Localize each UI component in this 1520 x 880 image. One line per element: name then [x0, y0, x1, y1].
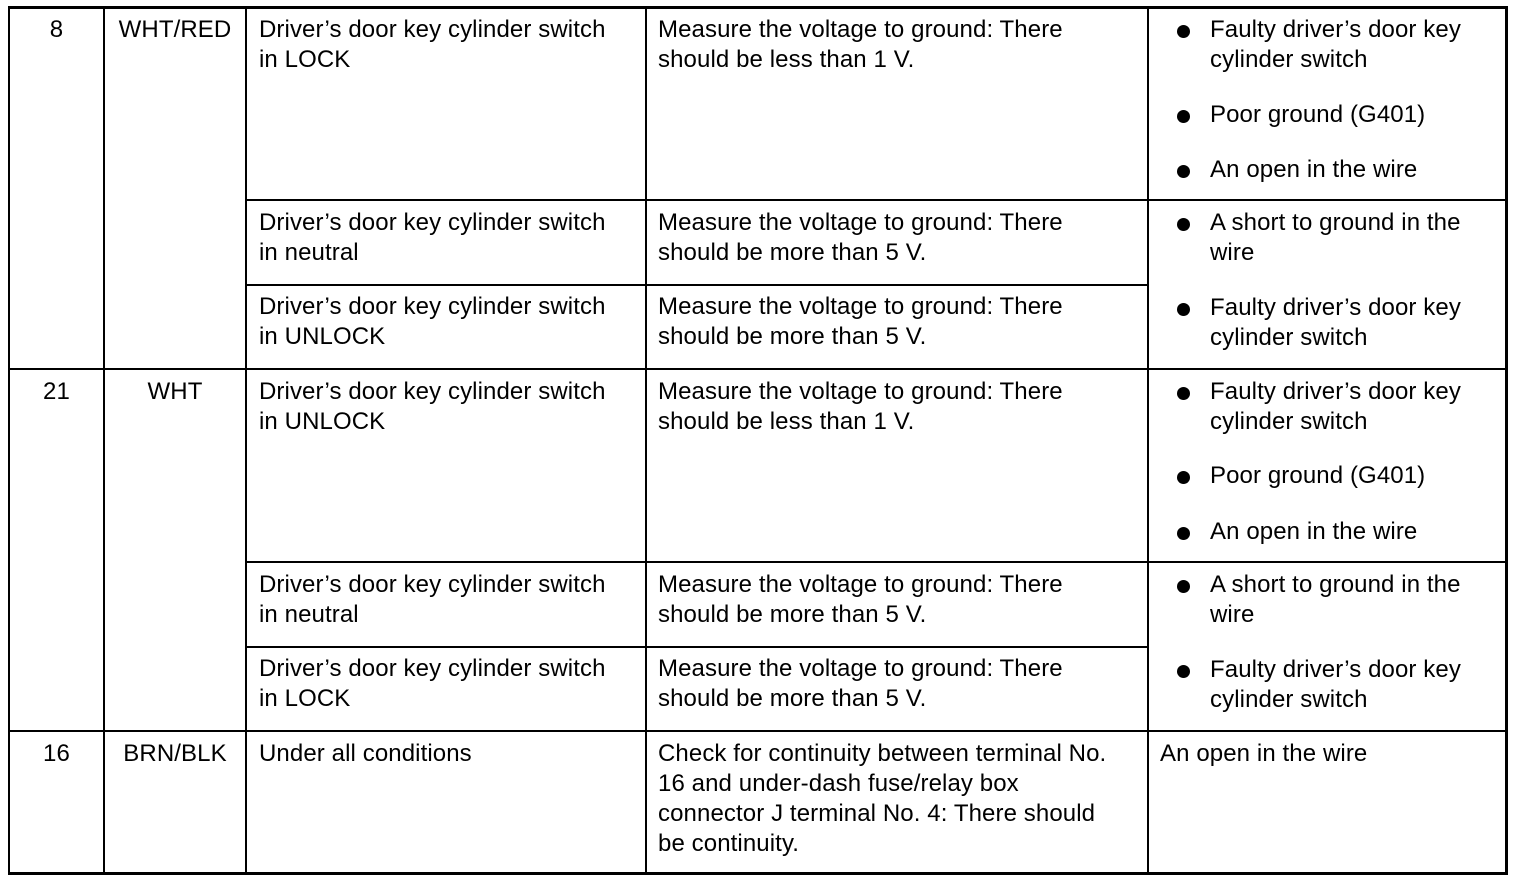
- cause-line: cylinder switch: [1210, 686, 1368, 713]
- bullet-icon: [1177, 25, 1190, 38]
- test-line: Measure the voltage to ground: There: [658, 293, 1063, 320]
- sub-row-divider: [245, 284, 1147, 286]
- wire-color: WHT/RED: [118, 16, 232, 43]
- condition-line: in LOCK: [259, 685, 351, 712]
- condition-line: in UNLOCK: [259, 408, 386, 435]
- cause-line: An open in the wire: [1210, 518, 1418, 545]
- bullet-icon: [1177, 580, 1190, 593]
- test-line: Measure the voltage to ground: There: [658, 16, 1063, 43]
- condition-line: Under all conditions: [259, 740, 472, 767]
- terminal-number: 21: [43, 378, 70, 405]
- bullet-icon: [1177, 110, 1190, 123]
- cause-line: Faulty driver’s door key: [1210, 378, 1461, 405]
- wire-color: WHT: [147, 378, 203, 405]
- bullet-icon: [1177, 527, 1190, 540]
- condition-line: Driver’s door key cylinder switch: [259, 293, 606, 320]
- condition-line: in neutral: [259, 601, 359, 628]
- cause-line: cylinder switch: [1210, 46, 1368, 73]
- row-divider: [10, 368, 1505, 370]
- cause-line: wire: [1210, 239, 1255, 266]
- bullet-icon: [1177, 303, 1190, 316]
- terminal-number: 16: [43, 740, 70, 767]
- cause-line: An open in the wire: [1210, 156, 1418, 183]
- condition-line: in neutral: [259, 239, 359, 266]
- sub-row-divider: [245, 199, 1505, 201]
- condition-line: Driver’s door key cylinder switch: [259, 378, 606, 405]
- cause-line: wire: [1210, 601, 1255, 628]
- bullet-icon: [1177, 165, 1190, 178]
- condition-line: Driver’s door key cylinder switch: [259, 16, 606, 43]
- column-divider: [1147, 9, 1149, 875]
- wire-color: BRN/BLK: [123, 740, 227, 767]
- test-line: Measure the voltage to ground: There: [658, 378, 1063, 405]
- cause-line: Poor ground (G401): [1210, 101, 1426, 128]
- test-line: should be less than 1 V.: [658, 408, 915, 435]
- test-line: 16 and under-dash fuse/relay box: [658, 770, 1019, 797]
- test-line: Measure the voltage to ground: There: [658, 209, 1063, 236]
- troubleshooting-table: [8, 6, 1508, 875]
- test-line: connector J terminal No. 4: There should: [658, 800, 1096, 827]
- test-line: should be more than 5 V.: [658, 239, 927, 266]
- bullet-icon: [1177, 218, 1190, 231]
- test-line: should be more than 5 V.: [658, 323, 927, 350]
- cause-line: Faulty driver’s door key: [1210, 294, 1461, 321]
- sub-row-divider: [245, 646, 1147, 648]
- cause-line: An open in the wire: [1160, 740, 1368, 767]
- cause-line: Poor ground (G401): [1210, 462, 1426, 489]
- cause-line: Faulty driver’s door key: [1210, 16, 1461, 43]
- condition-line: Driver’s door key cylinder switch: [259, 209, 606, 236]
- cause-line: Faulty driver’s door key: [1210, 656, 1461, 683]
- bullet-icon: [1177, 665, 1190, 678]
- condition-line: in LOCK: [259, 46, 351, 73]
- row-divider: [10, 730, 1505, 732]
- test-line: should be less than 1 V.: [658, 46, 915, 73]
- test-line: should be more than 5 V.: [658, 685, 927, 712]
- column-divider: [245, 9, 247, 875]
- test-line: should be more than 5 V.: [658, 601, 927, 628]
- cause-line: A short to ground in the: [1210, 571, 1461, 598]
- test-line: Measure the voltage to ground: There: [658, 571, 1063, 598]
- cause-line: cylinder switch: [1210, 408, 1368, 435]
- test-line: Check for continuity between terminal No.: [658, 740, 1107, 767]
- bullet-icon: [1177, 387, 1190, 400]
- test-line: be continuity.: [658, 830, 800, 857]
- column-divider: [645, 9, 647, 875]
- test-line: Measure the voltage to ground: There: [658, 655, 1063, 682]
- condition-line: in UNLOCK: [259, 323, 386, 350]
- cause-line: cylinder switch: [1210, 324, 1368, 351]
- bullet-icon: [1177, 471, 1190, 484]
- condition-line: Driver’s door key cylinder switch: [259, 655, 606, 682]
- sub-row-divider: [245, 561, 1505, 563]
- condition-line: Driver’s door key cylinder switch: [259, 571, 606, 598]
- cause-line: A short to ground in the: [1210, 209, 1461, 236]
- terminal-number: 8: [49, 16, 64, 43]
